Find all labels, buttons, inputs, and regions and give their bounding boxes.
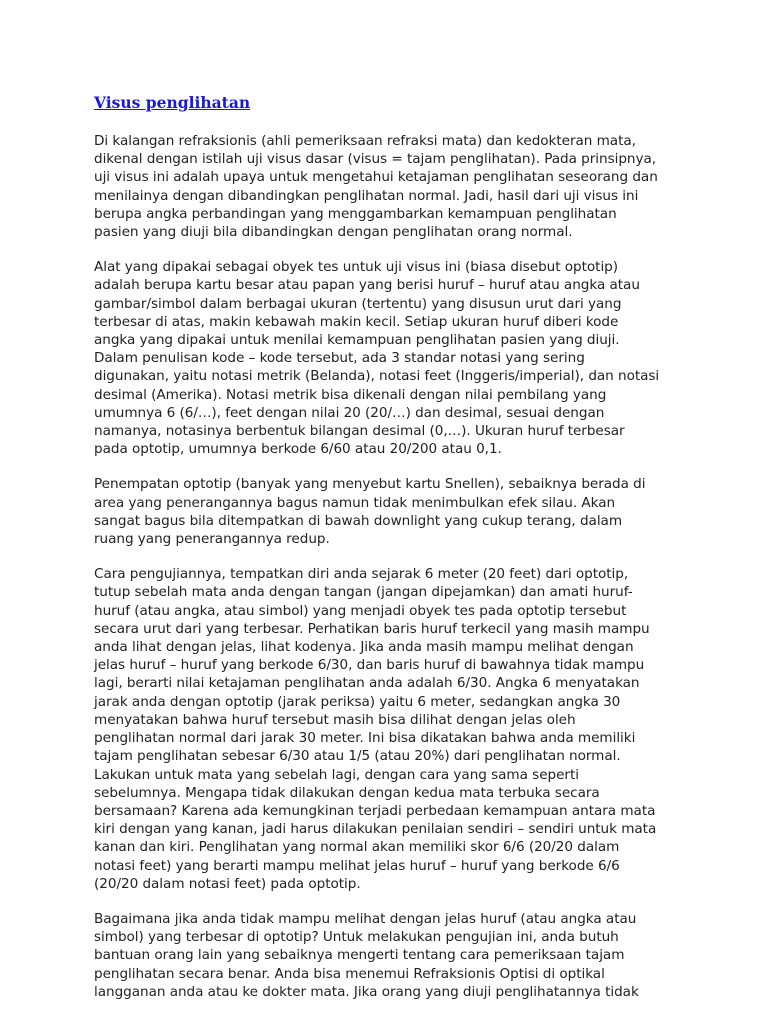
paragraph-4: Cara pengujiannya, tempatkan diri anda sejarak 6 meter (20 feet) dari optotip, tutup sebelah mata anda dengan tangan (jangan dipejamkan) dan amati huruf-huruf (atau angka, atau simbol) yang menjadi obyek tes pada optotip tersebut secara urut dari yang terbesar. Perhatikan baris huruf terkecil yang masih mampu anda lihat dengan jelas, lihat kodenya. Jika anda masih mampu melihat dengan jelas huruf – huruf yang berkode 6/30, dan baris huruf di bawahnya tidak mampu lagi, berarti nilai ketajaman penglihatan anda adalah 6/30. Angka 6 menyatakan jarak anda dengan optotip (jarak periksa) yaitu 6 meter, sedangkan angka 30 menyatakan bahwa huruf tersebut masih bisa dilihat dengan jelas oleh penglihatan normal dari jarak 30 meter. Ini bisa dikatakan bahwa anda memiliki tajam penglihatan sebesar 6/30 atau 1/5 (atau 20%) dari penglihatan normal. Lakukan untuk mata yang sebelah lagi, dengan cara yang sama seperti sebelumnya. Mengapa tidak dilakukan dengan kedua mata terbuka secara bersamaan? Karena ada kemungkinan terjadi perbedaan kemampuan antara mata kiri dengan yang kanan, jadi harus dilakukan penilaian sendiri – sendiri untuk mata kanan dan kiri. Penglihatan yang normal akan memiliki skor 6/6 (20/20 dalam notasi feet) yang berarti mampu melihat jelas huruf – huruf yang berkode 6/6 (20/20 dalam notasi feet) pada optotip.	[94, 566, 657, 892]
paragraph-5: Bagaimana jika anda tidak mampu melihat dengan jelas huruf (atau angka atau simbol) yang terbesar di optotip? Untuk melakukan pengujian ini, anda butuh bantuan orang lain yang sebaiknya mengerti tentang cara pemeriksaan tajam penglihatan secara benar. Anda bisa menemui Refraksionis Optisi di optikal langganan anda atau ke dokter mata. Jika orang yang diuji penglihatannya tidak	[94, 910, 639, 1000]
paragraph-3: Penempatan optotip (banyak yang menyebut kartu Snellen), sebaiknya berada di area yang penerangannya bagus namun tidak menimbulkan efek silau. Akan sangat bagus bila ditempatkan di bawah downlight yang cukup terang, dalam ruang yang penerangannya redup.	[94, 476, 646, 548]
article-title-link[interactable]: Visus penglihatan	[94, 93, 251, 112]
paragraph-2: Alat yang dipakai sebagai obyek tes untuk uji visus ini (biasa disebut optotip) adalah berupa kartu besar atau papan yang berisi huruf – huruf atau angka atau gambar/simbol dalam berbagai ukuran (tertentu) yang disusun urut dari yang terbesar di atas, makin kebawah makin kecil. Setiap ukuran huruf diberi kode angka yang dipakai untuk menilai kemampuan penglihatan pasien yang diuji. Dalam penulisan kode – kode tersebut, ada 3 standar notasi yang sering digunakan, yaitu notasi metrik (Belanda), notasi feet (Inggeris/imperial), dan notasi desimal (Amerika). Notasi metrik bisa dikenali dengan nilai pembilang yang umumnya 6 (6/…), feet dengan nilai 20 (20/…) dan desimal, sesuai dengan namanya, notasinya berbentuk bilangan desimal (0,…). Ukuran huruf terbesar pada optotip, umumnya berkode 6/60 atau 20/200 atau 0,1.	[94, 259, 660, 458]
paragraph-1: Di kalangan refraksionis (ahli pemeriksaan refraksi mata) dan kedokteran mata, dikenal dengan istilah uji visus dasar (visus = tajam penglihatan). Pada prinsipnya, uji visus ini adalah upaya untuk mengetahui ketajaman penglihatan seseorang dan menilainya dengan dibandingkan penglihatan normal. Jadi, hasil dari uji visus ini berupa angka perbandingan yang menggambarkan kemampuan penglihatan pasien yang diuji bila dibandingkan dengan penglihatan orang normal.	[94, 133, 658, 241]
article	[94, 92, 660, 1018]
